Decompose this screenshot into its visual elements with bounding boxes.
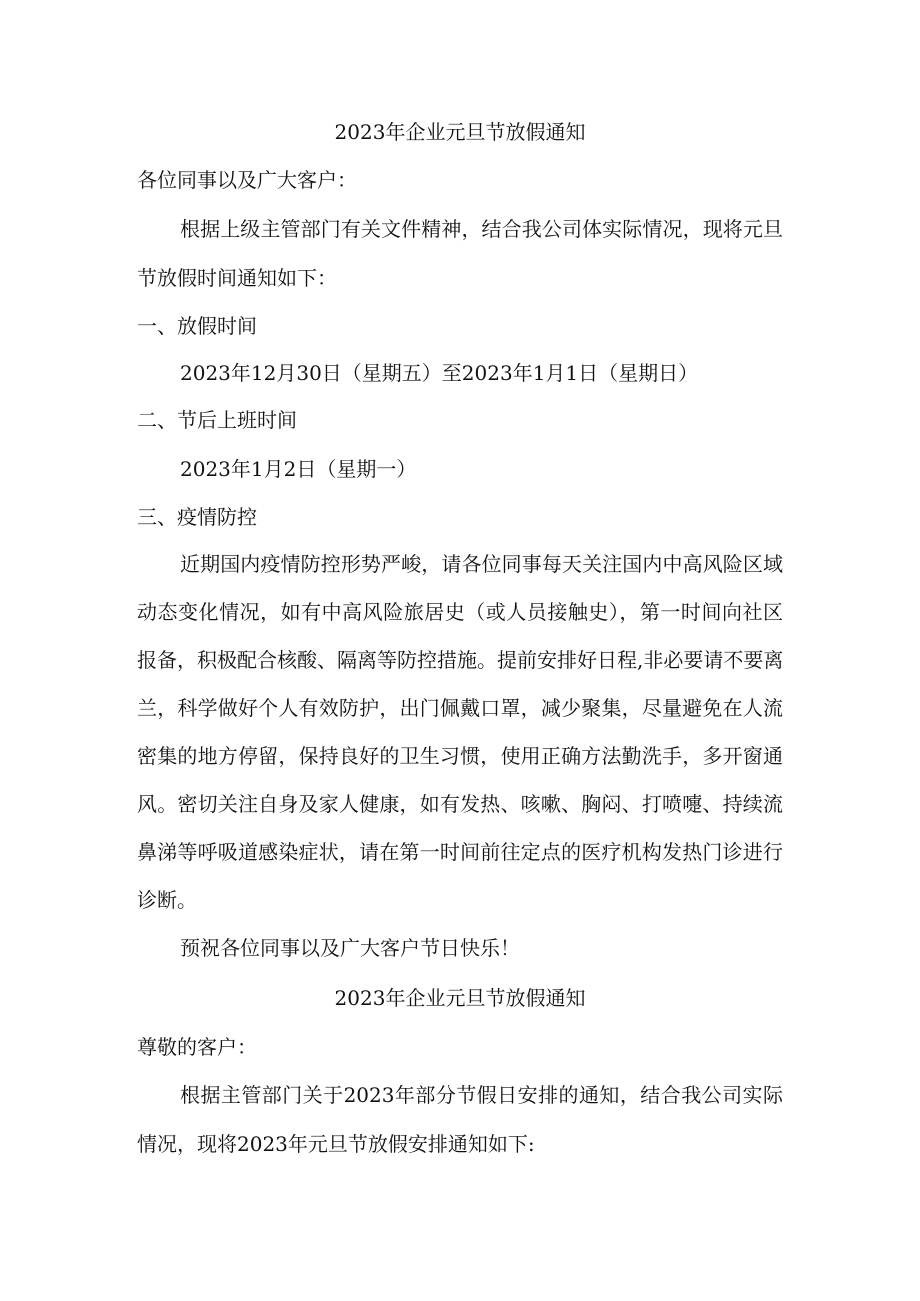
intro-line: 情况，现将2023年元旦节放假安排通知如下: (137, 1132, 535, 1156)
epidemic-paragraph-line: 密集的地方停留，保持良好的卫生习惯，使用正确方法勤洗手，多开窗通 (137, 744, 783, 768)
salutation: 尊敬的客户： (137, 1035, 257, 1059)
intro-line: 根据上级主管部门有关文件精神，结合我公司体实际情况，现将元旦 (180, 217, 783, 241)
section-heading-holiday: 一、放假时间 (137, 314, 257, 338)
section-heading-epidemic: 三、疫情防控 (137, 505, 257, 529)
epidemic-paragraph-line: 近期国内疫情防控形势严峻，请各位同事每天关注国内中高风险区域 (180, 552, 783, 576)
intro-line: 根据主管部门关于2023年部分节假日安排的通知，结合我公司实际 (180, 1083, 783, 1107)
epidemic-paragraph-line: 鼻涕等呼吸道感染症状，请在第一时间前往定点的医疗机构发热门诊进行 (137, 840, 783, 864)
salutation: 各位同事以及广大客户： (137, 168, 357, 192)
epidemic-paragraph-line: 诊断。 (137, 888, 197, 912)
epidemic-paragraph-line: 动态变化情况，如有中高风险旅居史（或人员接触史），第一时间向社区 (137, 600, 783, 624)
holiday-dates: 2023年12月30日（星期五）至2023年1月1日（星期日） (180, 361, 699, 385)
epidemic-paragraph-line: 报备，积极配合核酸、隔离等防控措施。提前安排好日程,非必要请不要离 (137, 648, 784, 672)
epidemic-paragraph-line: 风。密切关注自身及家人健康，如有发热、咳嗽、胸闷、打喷嚏、持续流 (137, 792, 783, 816)
section-heading-return: 二、节后上班时间 (137, 408, 297, 432)
intro-line: 节放假时间通知如下： (137, 266, 337, 290)
notice-title: 2023年企业元旦节放假通知 (334, 120, 586, 144)
closing-wishes: 预祝各位同事以及广大客户节日快乐！ (180, 936, 520, 960)
epidemic-paragraph-line: 兰，科学做好个人有效防护，出门佩戴口罩，减少聚集，尽量避免在人流 (137, 696, 783, 720)
notice-title: 2023年企业元旦节放假通知 (334, 986, 586, 1010)
return-date: 2023年1月2日（星期一） (180, 457, 417, 481)
